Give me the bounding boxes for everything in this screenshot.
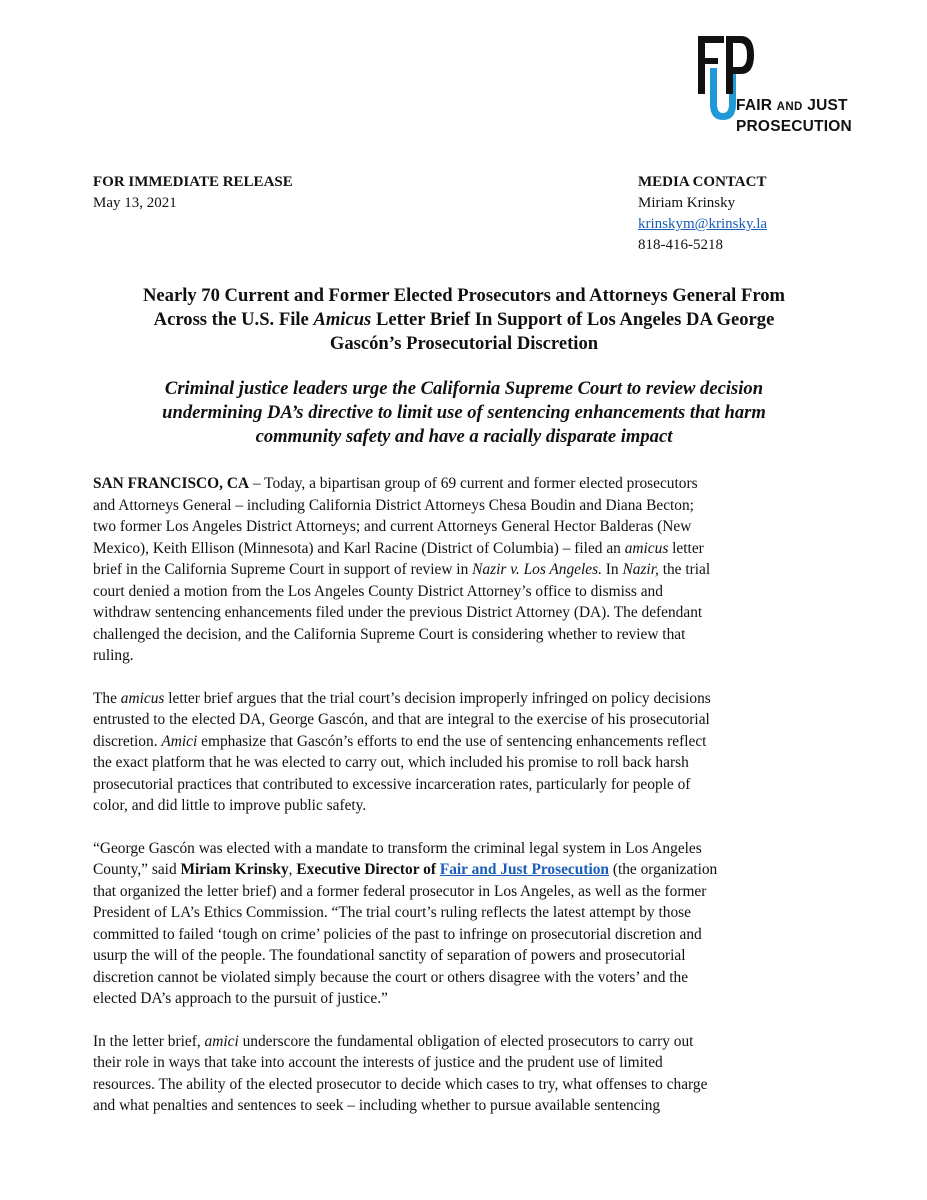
- contact-email-link[interactable]: krinskym@krinsky.la: [638, 216, 768, 232]
- headline-line: Gascón’s Prosecutorial Discretion: [329, 333, 599, 354]
- headline-line: Nearly 70 Current and Former Elected Prosecutors and Attorneys General From: [142, 285, 786, 306]
- fjp-logo: [696, 34, 876, 134]
- text: letter brief argues that the trial court’s decision improperly infringed on policy decisions: [164, 689, 711, 707]
- headline-text: Letter Brief In Support of Los Angeles DA George: [371, 309, 775, 330]
- text: County,” said: [93, 861, 181, 878]
- paragraph-3: [93, 838, 835, 1010]
- contact-phone: 818-416-5218: [638, 237, 723, 253]
- article-body: [93, 473, 835, 1138]
- dateline: SAN FRANCISCO, CA: [93, 475, 250, 492]
- paragraph-4: [93, 1031, 835, 1117]
- text: committed to failed ‘tough on crime’ policies of the past to infringe on prosecutorial discretion and: [93, 925, 702, 943]
- headline: [93, 284, 835, 356]
- italic-text: amici: [204, 1032, 239, 1050]
- release-info: [93, 172, 293, 214]
- headline-italic: Amicus: [313, 309, 372, 330]
- text: and Attorneys General – including California District Attorneys Chesa Boudin and Diana Becton;: [93, 496, 694, 514]
- text: usurp the will of the people. The foundational sanctity of separation of powers and prosecutorial: [93, 947, 686, 964]
- text: elected DA’s approach to the pursuit of justice.”: [93, 990, 388, 1007]
- speaker-title: Executive Director of: [296, 861, 440, 878]
- italic-text: amicus: [120, 689, 165, 707]
- speaker-name: Miriam Krinsky: [180, 861, 289, 878]
- text: “George Gascón was elected with a mandate to transform the criminal legal system in Los Angeles: [93, 839, 702, 857]
- text: their role in ways that take into account the interests of justice and the prudent use of limited: [93, 1054, 663, 1071]
- text: Mexico), Keith Ellison (Minnesota) and Karl Racine (District of Columbia) – filed an: [93, 539, 625, 557]
- text: color, and did little to improve public safety.: [93, 797, 367, 814]
- text: brief in the California Supreme Court in support of review in: [93, 561, 473, 578]
- subhead-line: undermining DA’s directive to limit use of sentencing enhancements that harm: [162, 402, 766, 423]
- text: court denied a motion from the Los Angeles County District Attorney’s office to dismiss and: [93, 582, 663, 600]
- logo-word-and: AND: [776, 101, 803, 113]
- text: ,: [288, 861, 297, 878]
- logo-wordmark: [736, 96, 852, 137]
- text: the trial: [658, 561, 711, 578]
- subhead-line: Criminal justice leaders urge the California Supreme Court to review decision: [164, 378, 764, 399]
- contact-label: MEDIA CONTACT: [638, 174, 767, 190]
- text: In: [601, 561, 623, 578]
- italic-text: amicus: [624, 539, 669, 557]
- subhead-line: community safety and have a racially disparate impact: [255, 426, 673, 447]
- case-name: Nazir,: [622, 561, 659, 578]
- fjp-link[interactable]: Fair and Just Prosecution: [439, 861, 609, 878]
- text: emphasize that Gascón’s efforts to end the use of sentencing enhancements reflect: [197, 732, 707, 750]
- paragraph-1: [93, 473, 835, 667]
- text: (the organization: [608, 861, 718, 878]
- text: that organized the letter brief) and a former federal prosecutor in Los Angeles, as well as the former: [93, 882, 707, 900]
- text: President of LA’s Ethics Commission. “The trial court’s ruling reflects the latest attempt by those: [93, 904, 691, 921]
- text: – Today, a bipartisan group of 69 current and former elected prosecutors: [249, 475, 698, 492]
- text: entrusted to the elected DA, George Gascón, and that are integral to the exercise of his prosecutorial: [93, 711, 710, 728]
- text: The: [93, 689, 121, 707]
- contact-name: Miriam Krinsky: [638, 195, 736, 211]
- text: discretion.: [93, 732, 162, 750]
- headline-line: [93, 308, 835, 332]
- text: ruling.: [93, 647, 134, 664]
- text: underscore the fundamental obligation of elected prosecutors to carry out: [238, 1032, 694, 1050]
- logo-word-prosecution: PROSECUTION: [736, 118, 852, 135]
- subheadline: [93, 377, 835, 449]
- logo-word-fair: FAIR: [736, 97, 773, 114]
- case-name: Nazir v. Los Angeles.: [472, 561, 602, 578]
- text: and what penalties and sentences to seek – including whether to pursue available sentencing: [93, 1097, 661, 1114]
- text: two former Los Angeles District Attorneys; and current Attorneys General Hector Balderas (New: [93, 518, 692, 535]
- release-date: May 13, 2021: [93, 195, 177, 211]
- release-label: FOR IMMEDIATE RELEASE: [93, 174, 293, 190]
- paragraph-2: [93, 688, 835, 817]
- text: discretion cannot be violated simply because the court or others disagree with the voters’ and the: [93, 968, 689, 986]
- text: the exact platform that he was elected to carry out, which included his promise to roll back harsh: [93, 754, 689, 771]
- text: withdraw sentencing enhancements filed under the previous District Attorney (DA). The defendant: [93, 604, 703, 621]
- media-contact: [638, 172, 767, 256]
- text: letter: [668, 539, 704, 557]
- italic-text: Amici: [161, 732, 198, 750]
- text: challenged the decision, and the California Supreme Court is considering whether to review that: [93, 625, 686, 643]
- logo-word-just: JUST: [807, 97, 848, 114]
- text: resources. The ability of the elected prosecutor to decide which cases to try, what offenses to charge: [93, 1075, 708, 1093]
- text: In the letter brief,: [93, 1032, 205, 1050]
- headline-text: Across the U.S. File: [153, 309, 314, 330]
- text: prosecutorial practices that contributed to excessive incarceration rates, particularly for people of: [93, 775, 691, 793]
